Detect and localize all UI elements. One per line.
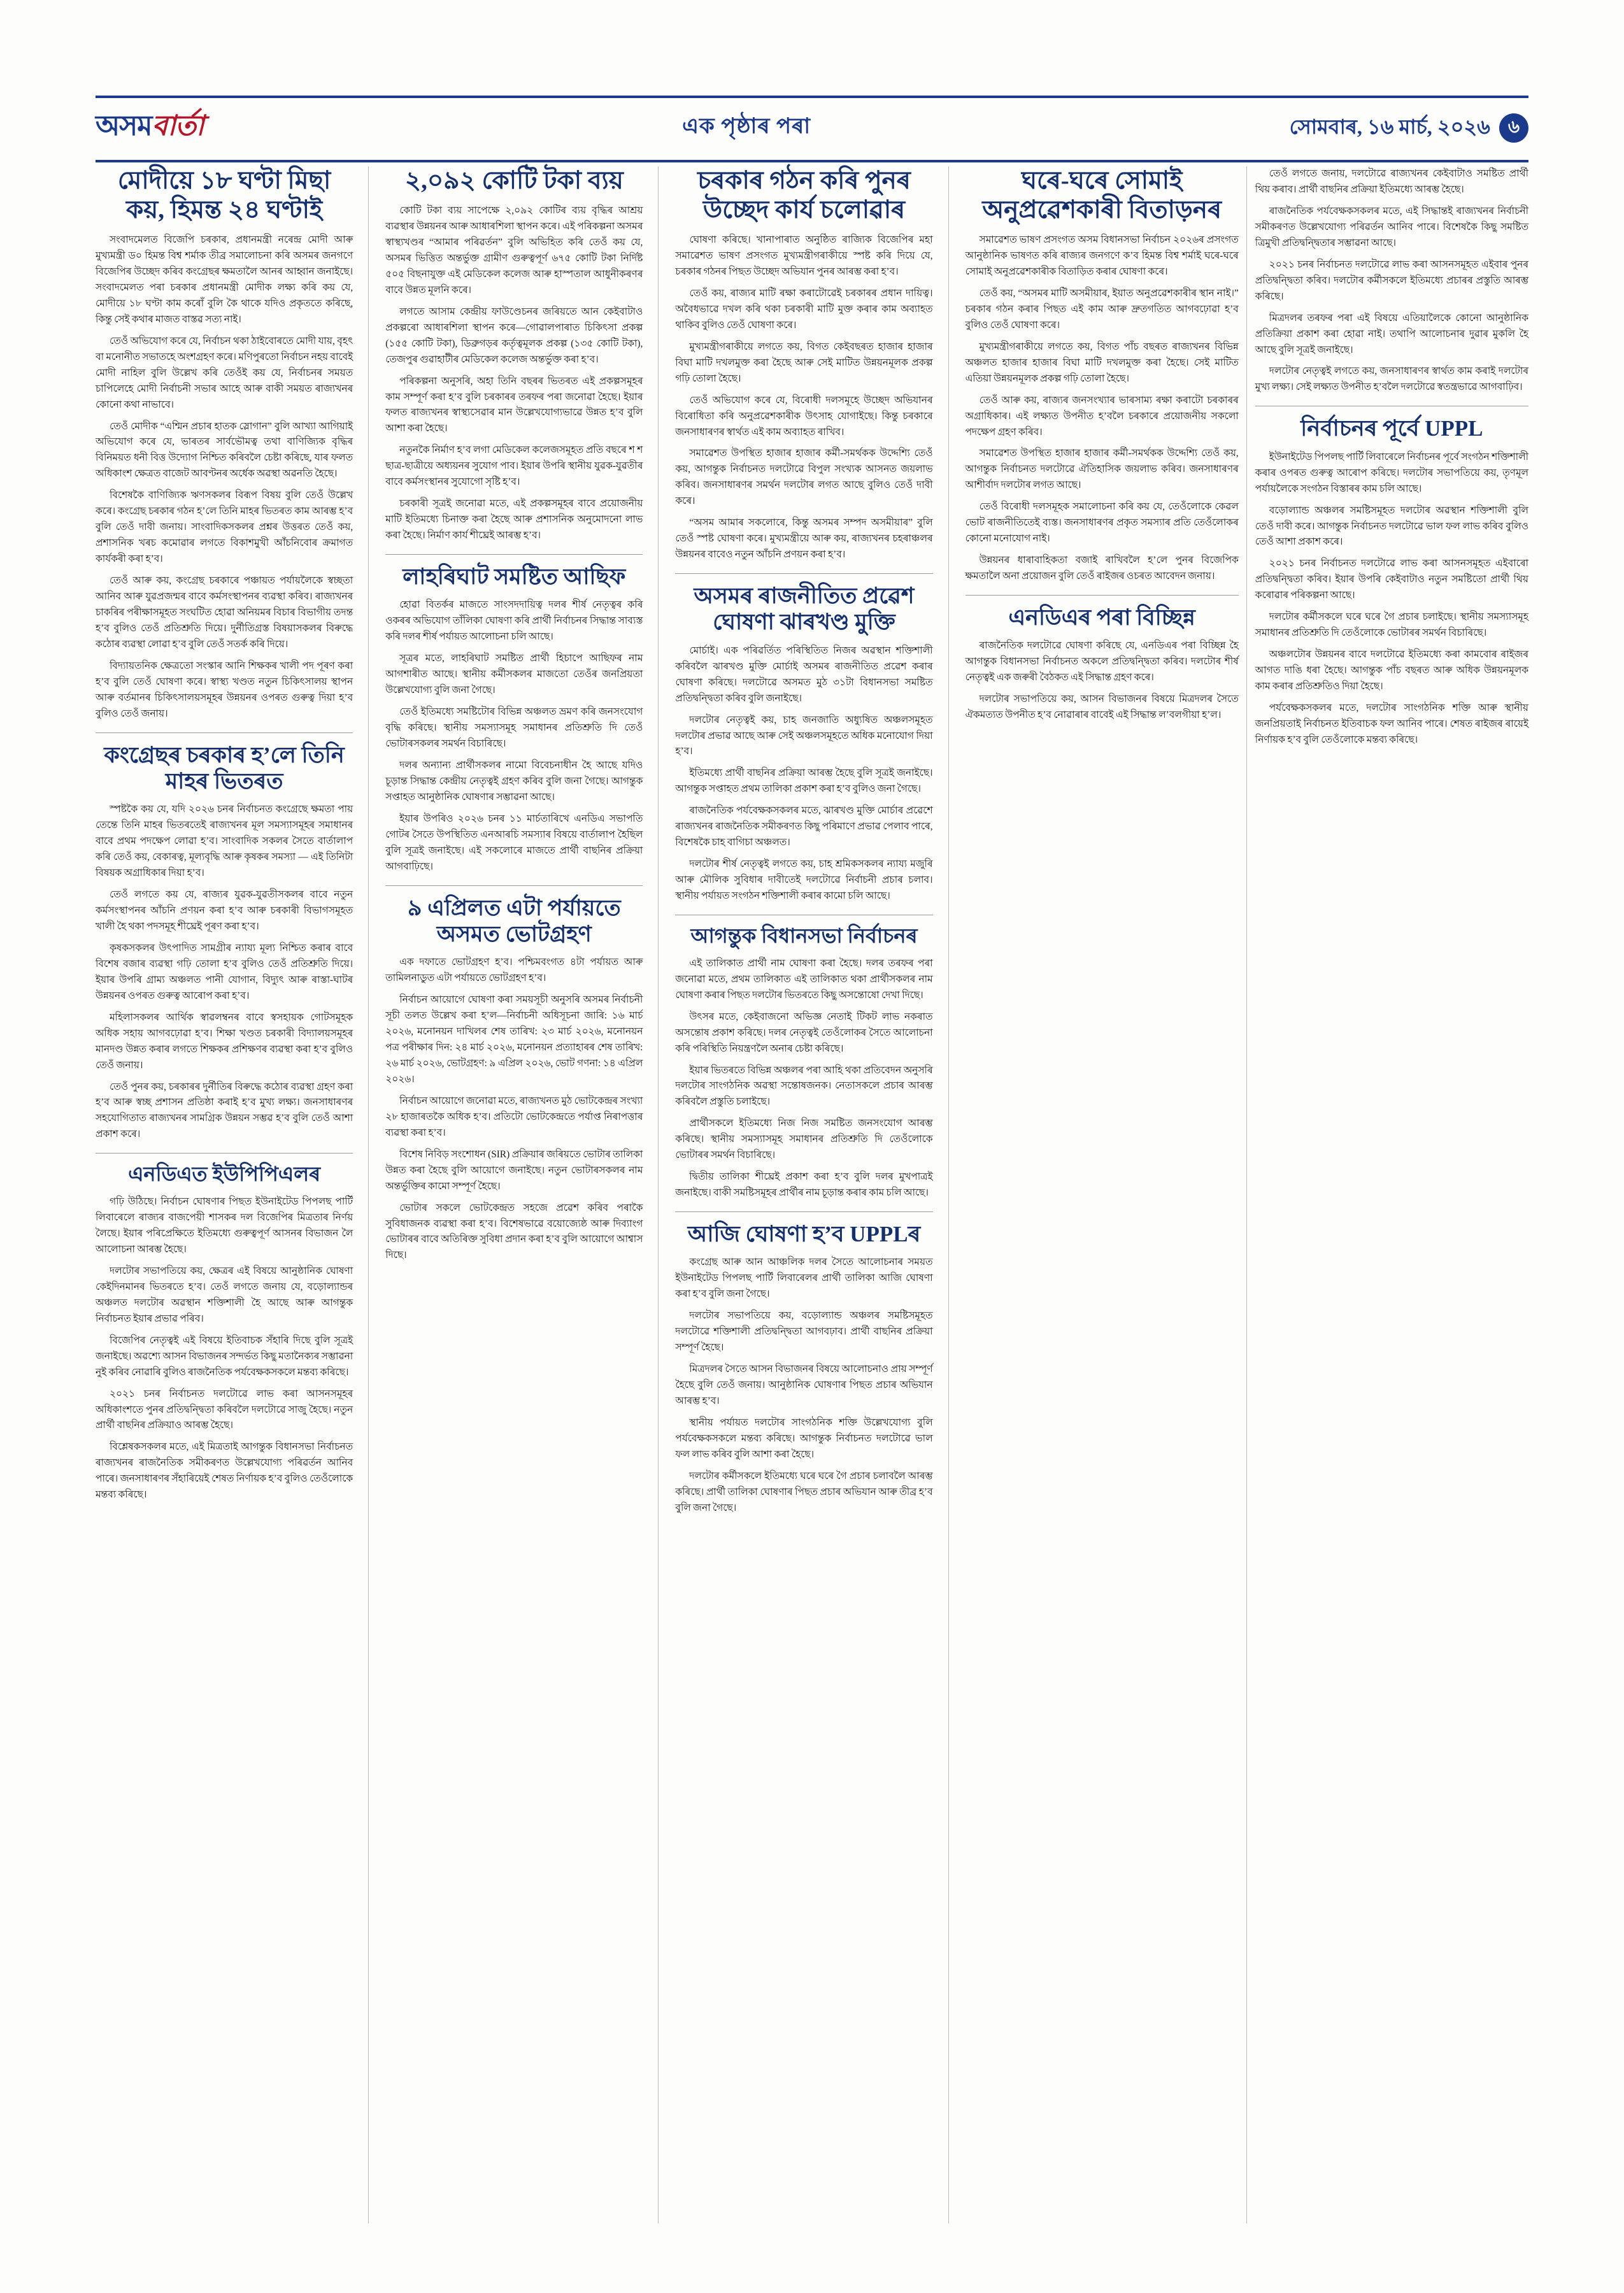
paragraph: মোৰ্চাই। এক পৰিৱৰ্তিত পৰিস্থিতিত নিজৰ অৱস্থান শক্তিশালী কৰিবলৈ ঝাৰখণ্ড মুক্তি মোৰ্চাই অসমৰ ৰাজনীতিত প্ৰৱেশ কৰাৰ ঘোষণা কৰিছে। দলটোৱে অসমত মুঠ ৩১টা বিধানসভা সমষ্টিত প্ৰতিদ্বন্দ্বিতা কৰিব বুলি জনাইছে। — [675, 645, 933, 704]
divider — [96, 732, 353, 733]
column-1 — [96, 166, 369, 2224]
paragraph: সূত্ৰৰ মতে, লাহৰিঘাট সমষ্টিত প্ৰাৰ্থী হিচাপে আছিফৰ নাম আগশাৰীত আছে। স্থানীয় কৰ্মীসকলৰ মাজতো তেওঁৰ জনপ্ৰিয়তা উল্লেখযোগ্য বুলি জনা গৈছে। — [385, 653, 643, 696]
article-headline: কংগ্ৰেছৰ চৰকাৰ হ’লে তিনি মাহৰ ভিতৰত — [104, 742, 345, 794]
paragraph: উৎসৰ মতে, কেইবাজনো অভিজ্ঞ নেতাই টিকট লাভ নকৰাত অসন্তোষ প্ৰকাশ কৰিছে। দলৰ নেতৃত্বই তেওঁলোকৰ সৈতে আলোচনা কৰি পৰিস্থিতি নিয়ন্ত্ৰণলৈ অনাৰ চেষ্টা কৰিছে। — [675, 1011, 933, 1054]
paragraph: দলটোৰ নেতৃত্বই কয়, চাহ জনজাতি অধ্যুষিত অঞ্চলসমূহত দলটোৰ প্ৰভাৱ আছে আৰু সেই অঞ্চলসমূহতে অধিক মনোযোগ দিয়া হ’ব। — [675, 714, 933, 757]
article — [96, 166, 353, 722]
paragraph: প্ৰাৰ্থীসকলে ইতিমধ্যে নিজ নিজ সমষ্টিত জনসংযোগ আৰম্ভ কৰিছে। স্থানীয় সমস্যাসমূহ সমাধানৰ প্ৰতিশ্ৰুতি দি তেওঁলোকে ভোটাৰৰ সমৰ্থন বিচাৰিছে। — [675, 1118, 933, 1161]
paragraph: তেওঁ মোদীক “এশ্মিন প্ৰচাৰ হাতক স্লোগান” বুলি আখ্যা আগিয়াই অভিযোগ কৰে যে, ভাৰতৰ সাৰ্বভৌমত্ব তথা বাণিজ্যিক বৃদ্ধিৰ বিনিময়ত ধনী বিত্ত উদ্যোগ নিশ্চিত কৰিবলৈ চেষ্টা কৰিছে, যাৰ ফলত অধিকাংশ ক্ষেত্ৰত বাজেট আবণ্টনৰ অৰ্ধেক অৱস্থা অৱনতি হৈছে। — [96, 420, 353, 480]
article-headline: চৰকাৰ গঠন কৰি পুনৰ উচ্ছেদ কাৰ্য চলোৱাৰ — [697, 167, 911, 224]
article-body — [675, 232, 932, 563]
paragraph: ২০২১ চনৰ নিৰ্বাচনত দলটোৱে লাভ কৰা আসনসমূহৰ অধিকাংশতে পুনৰ প্ৰতিদ্বন্দ্বিতা কৰিবলৈ দলটোৱে সাজু হৈছে। নতুন প্ৰাৰ্থী বাছনিৰ প্ৰক্ৰিয়াও আৰম্ভ হৈছে। — [96, 1388, 353, 1431]
paragraph: সংবাদমেলত বিজেপি চৰকাৰ, প্ৰধানমন্ত্ৰী নৰেন্দ্ৰ মোদী আৰু মুখ্যমন্ত্ৰী ড০ হিমন্ত বিশ্ব শৰ্মাক তীব্ৰ সমালোচনা কৰি অসমৰ জনগণে বিজেপিৰ উচ্ছেদ কৰিব কংগ্ৰেছৰ ক্ষমতালৈ আনৰ আহ্বান জনাইছে। সংবাদমেলত পৰা চৰকাৰ প্ৰধানমন্ত্ৰী মোদীক লক্ষ্য কৰি কয় যে, মোদীয়ে ১৮ ঘণ্টা কাম কৰোঁ বুলি কৈ থাকে যদিও প্ৰকৃততে কৰিছে, কিন্তু সেই কথাৰ মাজত বাস্তৱ সত্য নাই। — [96, 234, 353, 325]
article-columns — [96, 166, 1528, 2224]
paragraph: তেওঁ অভিযোগ কৰে যে, নিৰ্বাচন থকা ঠাইবোৰতে মোদী যায়, বৃহৎ বা মনোনীত সভাতহে অংশগ্ৰহণ কৰে। মণিপুৰতো নিৰ্বাচন নহয় বাবেই মোদী নাহিল বুলি উল্লেখ কৰি তেওঁই কয় যে, নিৰ্বাচনৰ সময়ত চাপিলেহে মোদী নিৰ্বাচনী সভাৰ আহে আৰু বাকী সময়ত ৰাজ্যখনৰ কোনো কথা নাভাবে। — [96, 335, 353, 410]
paragraph: দলটোৰ সভাপতিয়ে কয়, ক্ষেত্ৰৰ এই বিষয়ে আনুষ্ঠানিক ঘোষণা কেইদিনমানৰ ভিতৰতে হ’ব। তেওঁ লগতে জনায় যে, বড়োল্যান্ডৰ অঞ্চলত দলটোৰ অৱস্থান শক্তিশালী হৈ আছে আৰু আগন্তুক নিৰ্বাচনত ইয়াৰ প্ৰভাৱ পৰিব। — [96, 1265, 353, 1324]
article — [675, 924, 932, 1201]
paragraph: মহিলাসকলৰ আৰ্থিক স্বাৱলম্বনৰ বাবে স্বসহায়ক গোটসমূহক অধিক সহায় আগবঢ়োৱা হ’ব। শিক্ষা খণ্ডত চৰকাৰী বিদ্যালয়সমূহৰ মানদণ্ড উন্নত কৰাৰ লগতে শিক্ষকৰ প্ৰশিক্ষণৰ ব্যৱস্থা কৰা হ’ব বুলিও তেওঁ জনায়। — [96, 1011, 353, 1071]
article-headline: নিৰ্বাচনৰ পূৰ্বে UPPL — [1300, 416, 1483, 441]
paragraph: উন্নয়নৰ ধাৰাবাহিকতা বজাই ৰাখিবলৈ হ’লে পুনৰ বিজেপিক ক্ষমতালৈ অনা প্ৰয়োজন বুলি তেওঁ ৰাইজৰ ওচৰত আবেদন জনায়। — [965, 555, 1239, 582]
paragraph: তেওঁ পুনৰ কয়, চৰকাৰৰ দুৰ্নীতিৰ বিৰুদ্ধে কঠোৰ ব্যৱস্থা গ্ৰহণ কৰা হ’ব আৰু স্বচ্ছ প্ৰশাসন প্ৰতিষ্ঠা কৰাই হ’ব মুখ্য লক্ষ্য। জনসাধাৰণৰ সহযোগিতাত ৰাজ্যখনৰ সামগ্ৰিক উন্নয়ন সম্ভৱ হ’ব বুলি তেওঁ আশা প্ৰকাশ কৰে। — [96, 1081, 353, 1140]
column-2 — [385, 166, 659, 2224]
article-headline: মোদীয়ে ১৮ ঘণ্টা মিছা কয়, হিমন্ত ২৪ ঘণ্টাই — [117, 167, 331, 224]
paragraph: এই তালিকাত প্ৰাৰ্থী নাম ঘোষণা কৰা হৈছে। দলৰ তৰফৰ পৰা জনোৱা মতে, প্ৰথম তালিকাত এই তালিকাত থকা প্ৰাৰ্থীসকলৰ নাম ঘোষণা কৰাৰ পিছত দলটোৰ ভিতৰতে কিছু অসন্তোষো দেখা দিছে। — [675, 957, 933, 1001]
paragraph: কোটি টকা ব্যয় সাপেক্ষে ২,০৯২ কোটিৰ ব্যয় বৃদ্ধিৰ আশ্ৰয় ব্যৱস্থাৰ উন্নয়নৰ আৰু আধাৰশিলা স্থাপন কৰে। এই পৰিকল্পনা অসমৰ স্বাস্থ্যখণ্ডৰ “আমাৰ পৰিৱৰ্তন” বুলি অভিহিত কৰি তেওঁ কয় যে, অসমৰ ভিত্তিত অন্তৰ্ভুক্ত গ্ৰামীণ গুৰুত্বপূৰ্ণ ৬৭৫ কোটি টকা নিৰ্দিষ্ট ৫০৫ বিছনাযুক্ত এই মেডিকেল কলেজ আৰু হাস্পতাল আধুনীকৰণৰ বাবে উন্নত মূলনি কৰে। — [385, 205, 643, 296]
paragraph: তেওঁ অভিযোগ কৰে যে, বিৰোধী দলসমূহে উচ্ছেদ অভিযানৰ বিৰোধিতা কৰি অনুপ্ৰৱেশকাৰীক উৎসাহ যোগাইছে। কিন্তু চৰকাৰে জনসাধাৰণৰ স্বাৰ্থত এই কাম অব্যাহত ৰাখিব। — [675, 394, 933, 438]
paragraph: মিত্ৰদলৰ সৈতে আসন বিভাজনৰ বিষয়ে আলোচনাও প্ৰায় সম্পূৰ্ণ হৈছে বুলি তেওঁ জনায়। আনুষ্ঠানিক ঘোষণাৰ পিছত প্ৰচাৰ অভিযান আৰম্ভ হ’ব। — [675, 1364, 933, 1407]
column-4 — [965, 166, 1528, 2224]
article-body — [96, 802, 353, 1143]
paragraph: স্থানীয় পৰ্যায়ত দলটোৰ সাংগঠনিক শক্তি উল্লেখযোগ্য বুলি পৰ্যবেক্ষকসকলে মন্তব্য কৰিছে। আগন্তুক নিৰ্বাচনত দলটোৱে ভাল ফল লাভ কৰিব বুলি আশা কৰা হৈছে। — [675, 1417, 933, 1460]
paragraph: মিত্ৰদলৰ তৰফৰ পৰা এই বিষয়ে এতিয়ালৈকে কোনো আনুষ্ঠানিক প্ৰতিক্ৰিয়া প্ৰকাশ কৰা হোৱা নাই। তথাপি আলোচনাৰ দুৱাৰ মুকলি হৈ আছে বুলি সূত্ৰই জনাইছে। — [1255, 312, 1528, 355]
article-body — [675, 643, 932, 904]
divider — [675, 1211, 932, 1212]
paragraph: “অসম আমাৰ সকলোৰে, কিন্তু অসমৰ সম্পদ অসমীয়াৰ” বুলি তেওঁ স্পষ্ট ঘোষণা কৰে। মুখ্যমন্ত্ৰীয়ে আৰু কয়, ৰাজ্যখনৰ চহৰাঞ্চলৰ উন্নয়নৰ বাবেও নতুন আঁচনি প্ৰণয়ন কৰা হ’ব। — [675, 517, 933, 561]
paragraph: স্পষ্টকৈ কয় যে, যদি ২০২৬ চনৰ নিৰ্বাচনত কংগ্ৰেছে ক্ষমতা পায় তেন্তে তিনি মাহৰ ভিতৰতেই ৰাজ্যখনৰ মূল সমস্যাসমূহৰ সমাধানৰ বাবে প্ৰথম পদক্ষেপ লোৱা হ’ব। সাংবাদিক সকলৰ সৈতে বাৰ্তালাপ কৰি তেওঁ কয়, বেকাৰত্ব, মূল্যবৃদ্ধি আৰু কৃষকৰ সমস্যা — এই তিনিটা বিষয়ক অগ্ৰাধিকাৰ দিয়া হ’ব। — [96, 804, 353, 879]
paragraph: বিজেপিৰ নেতৃত্বই এই বিষয়ে ইতিবাচক সঁহাৰি দিছে বুলি সূত্ৰই জনাইছে। অৱশ্যে আসন বিভাজনৰ সন্দৰ্ভত কিছু মতানৈক্যৰ সম্ভাৱনা নুই কৰিব নোৱাৰি বুলিও ৰাজনৈতিক পৰ্যবেক্ষকসকলে মন্তব্য কৰিছে। — [96, 1334, 353, 1378]
divider — [96, 1153, 353, 1154]
article-body — [965, 232, 1239, 585]
brand-part-2: বাৰ্তা — [152, 110, 204, 141]
paragraph: বিশেষকৈ বাণিজ্যিক ঋণসকলৰ বিৰূপ বিষয় বুলি তেওঁ উল্লেখ কৰে। কংগ্ৰেছ চৰকাৰ গঠন হ’লে তিনি মাহৰ ভিতৰত কাম আৰম্ভ হ’ব বুলি তেওঁ দাবী জনায়। সাংবাদিকসকলৰ প্ৰশ্নৰ উত্তৰত তেওঁ কয়, প্ৰশাসনিক খৰচ কমোৱাৰ লগতে বিকাশমুখী আঁচনিবোৰ ক্ৰমাগত কাৰ্যকৰী কৰা হ’ব। — [96, 490, 353, 565]
article — [385, 166, 643, 544]
article — [965, 166, 1239, 225]
article-headline: লাহৰিঘাট সমষ্টিত আছিফ — [402, 564, 626, 590]
paragraph: ৰাজনৈতিক পৰ্যবেক্ষকসকলৰ মতে, এই সিদ্ধান্তই ৰাজ্যখনৰ নিৰ্বাচনী সমীকৰণত উল্লেখযোগ্য পৰিৱৰ্তন আনিব পাৰে। বিশেষকৈ কিছু সমষ্টিত ত্ৰিমুখী প্ৰতিদ্বন্দ্বিতাৰ সম্ভাৱনা আছে। — [1255, 205, 1528, 248]
paragraph: পৰিকল্পনা অনুসৰি, অহা তিনি বছৰৰ ভিতৰত এই প্ৰকল্পসমূহৰ কাম সম্পূৰ্ণ কৰা হ’ব বুলি চৰকাৰৰ তৰফৰ পৰা জনোৱা হৈছে। ইয়াৰ ফলত ৰাজ্যখনৰ স্বাস্থ্যসেৱাৰ মান উল্লেখযোগ্যভাৱে উন্নত হ’ব বুলি আশা কৰা হৈছে। — [385, 375, 643, 434]
paragraph: ইউনাইটেড পিপলছ পাৰ্টি লিবাৰেলে নিৰ্বাচনৰ পূৰ্বে সংগঠন শক্তিশালী কৰাৰ ওপৰত গুৰুত্ব আৰোপ কৰিছে। দলটোৰ সভাপতিয়ে কয়, তৃণমূল পৰ্যায়লৈকে সংগঠন বিস্তাৰৰ কাম চলি আছে। — [1255, 451, 1528, 494]
date-and-page — [1290, 111, 1528, 145]
paragraph: সমাৱেশত উপস্থিত হাজাৰ হাজাৰ কৰ্মী-সমৰ্থকক উদ্দেশ্যি তেওঁ কয়, আগন্তুক নিৰ্বাচনত দলটোৱে ঐতিহাসিক জয়লাভ কৰিব। জনসাধাৰণৰ আশীৰ্বাদ দলটোৰ লগত আছে। — [965, 448, 1239, 491]
paragraph: দলৰ অন্যান্য প্ৰাৰ্থীসকলৰ নামো বিবেচনাধীন হৈ আছে যদিও চূড়ান্ত সিদ্ধান্ত কেন্দ্ৰীয় নেতৃত্বই গ্ৰহণ কৰিব বুলি জনা গৈছে। আগন্তুক সপ্তাহত আনুষ্ঠানিক ঘোষণাৰ সম্ভাৱনা আছে। — [385, 759, 643, 803]
paragraph: তেওঁ কয়, “অসমৰ মাটি অসমীয়াৰ, ইয়াত অনুপ্ৰৱেশকাৰীৰ স্থান নাই।” চৰকাৰ গঠন কৰাৰ পিছত এই কাম আৰু দ্ৰুতগতিত আগবঢ়োৱা হ’ব বুলিও তেওঁ ঘোষণা কৰে। — [965, 287, 1239, 331]
paragraph: বিদ্যায়তনিক ক্ষেত্ৰতো সংস্কাৰ আনি শিক্ষকৰ খালী পদ পূৰণ কৰা হ’ব বুলি তেওঁ ঘোষণা কৰে। স্বাস্থ্য খণ্ডত নতুন চিকিৎসালয় স্থাপন আৰু বৰ্তমানৰ চিকিৎসালয়সমূহৰ উন্নয়নৰ ওপৰত গুৰুত্ব দিয়া হ’ব বুলিও তেওঁ জনায়। — [96, 660, 353, 719]
article — [385, 564, 643, 875]
article — [96, 742, 353, 1143]
article — [675, 166, 932, 563]
paragraph: গঢ়ি উঠিছে। নিৰ্বাচন ঘোষণাৰ পিছত ইউনাইটেড পিপলছ পাৰ্টি লিবাৰেলে ৰাজ্যৰ বাজপেয়ী শাসকৰ দল বিজেপিৰ মিত্ৰতাৰ নিৰ্ণয় লৈছে। ইয়াৰ পৰিপ্ৰেক্ষিতে ইতিমধ্যে গুৰুত্বপূৰ্ণ আসনৰ বিভাজন লৈ আলোচনা আৰম্ভ হৈছে। — [96, 1196, 353, 1255]
paragraph: ইয়াৰ উপৰিও ২০২৬ চনৰ ১১ মাৰ্চতাৰিখে এনডিএ সভাপতি গোটৰ সৈতে উপস্থিতিত এনআৰচি সমস্যাৰ বিষয়ে বাৰ্তালাপ হৈছিল বুলি সূত্ৰই জনাইছে। এই সকলোৰে মাজতে প্ৰাৰ্থী বাছনিৰ প্ৰক্ৰিয়া আগবাঢ়িছে। — [385, 813, 643, 872]
paragraph: নিৰ্বাচন আয়োগে ঘোষণা কৰা সময়সূচী অনুসৰি অসমৰ নিৰ্বাচনী সূচী তলত উল্লেখ কৰা হ’ল—নিৰ্বাচনী অধিসূচনা জাৰি: ১৬ মাৰ্চ ২০২৬, মনোনয়ন দাখিলৰ শেষ তাৰিখ: ২৩ মাৰ্চ ২০২৬, মনোনয়ন পত্ৰ পৰীক্ষাৰ দিন: ২৪ মাৰ্চ ২০২৬, মনোনয়ন প্ৰত্যাহাৰৰ শেষ তাৰিখ: ২৬ মাৰ্চ ২০২৬, ভোটগ্ৰহণ: ৯ এপ্ৰিল ২০২৬, ভোট গণনা: ১৪ এপ্ৰিল ২০২৬। — [385, 994, 643, 1085]
article-headline: ২,০৯২ কোটি টকা ব্যয় — [404, 167, 623, 194]
paragraph: ইয়াৰ ভিতৰতে বিভিন্ন অঞ্চলৰ পৰা আহি থকা প্ৰতিবেদন অনুসৰি দলটোৰ সাংগঠনিক অৱস্থা সন্তোষজনক। নেতাসকলে প্ৰচাৰ আৰম্ভ কৰিবলৈ প্ৰস্তুতি চলাইছে। — [675, 1064, 933, 1108]
paragraph: লগতে আসাম কেন্দ্ৰীয় ফাউণ্ডেচনৰ জৰিয়তে আন কেইবাটাও প্ৰকল্পৰো আধাৰশিলা স্থাপন কৰে—গোৱালপাৰাত চিকিৎসা প্ৰকল্প (১৫৫ কোটি টকা), ডিব্ৰুগড়ৰ কৰ্তৃত্বমূলক প্ৰকল্প (১৩৫ কোটি টকা), তেজপুৰ গুৱাহাটীৰ মেডিকেল কলেজ অন্তৰ্ভুক্ত কৰা হ’ব। — [385, 306, 643, 365]
article — [96, 1162, 353, 1503]
article-body — [385, 203, 643, 544]
paragraph: মুখ্যমন্ত্ৰীগৰাকীয়ে লগতে কয়, বিগত কেইবছৰত হাজাৰ হাজাৰ বিঘা মাটি দখলমুক্ত কৰা হৈছে আৰু সেই মাটিত উন্নয়নমূলক প্ৰকল্প গঢ়ি তোলা হৈছে। — [675, 341, 933, 384]
paragraph: চৰকাৰী সূত্ৰই জনোৱা মতে, এই প্ৰকল্পসমূহৰ বাবে প্ৰয়োজনীয় মাটি ইতিমধ্যে চিনাক্ত কৰা হৈছে আৰু প্ৰশাসনিক অনুমোদনো লাভ কৰা হৈছে। নিৰ্মাণ কাৰ্য শীঘ্ৰেই আৰম্ভ হ’ব। — [385, 498, 643, 541]
paragraph: দলটোৰ কৰ্মীসকলে ঘৰে ঘৰে গৈ প্ৰচাৰ চলাইছে। স্থানীয় সমস্যাসমূহ সমাধানৰ প্ৰতিশ্ৰুতি দি তেওঁলোকে ভোটাৰৰ সমৰ্থন বিচাৰিছে। — [1255, 611, 1528, 639]
paragraph: তেওঁ ইতিমধ্যে সমষ্টিটোৰ বিভিন্ন অঞ্চলত ভ্ৰমণ কৰি জনসংযোগ বৃদ্ধি কৰিছে। স্থানীয় সমস্যাসমূহ সমাধানৰ প্ৰতিশ্ৰুতি দি তেওঁ ভোটাৰসকলৰ সমৰ্থন বিচাৰিছে। — [385, 706, 643, 749]
paragraph: ভোটাৰ সকলে ভোটকেন্দ্ৰত সহজে প্ৰৱেশ কৰিব পৰাকৈ সুবিধাজনক ব্যৱস্থা কৰা হ’ব। বিশেষভাৱে বয়োজ্যেষ্ঠ আৰু দিব্যাংগ ভোটাৰৰ বাবে অতিৰিক্ত সুবিধা প্ৰদান কৰা হ’ব বুলি আয়োগে আশ্বাস দিছে। — [385, 1202, 643, 1261]
paragraph: কৃষকসকলৰ উৎপাদিত সামগ্ৰীৰ ন্যায্য মূল্য নিশ্চিত কৰাৰ বাবে বিশেষ বজাৰ ব্যৱস্থা গঢ়ি তোলা হ’ব বুলিও তেওঁ প্ৰতিশ্ৰুতি দিয়ে। ইয়াৰ উপৰি গ্ৰাম্য অঞ্চলত পানী যোগান, বিদ্যুৎ আৰু ৰাস্তা-ঘাটৰ উন্নয়নৰ ওপৰত গুৰুত্ব আৰোপ কৰা হ’ব। — [96, 942, 353, 1001]
paragraph: ২০২১ চনৰ নিৰ্বাচনত দলটোৱে লাভ কৰা আসনসমূহত এইবাৰ পুনৰ প্ৰতিদ্বন্দ্বিতা কৰিব। দলটোৰ কৰ্মীসকলে ইতিমধ্যে প্ৰচাৰৰ প্ৰস্তুতি আৰম্ভ কৰিছে। — [1255, 259, 1528, 302]
article-body — [675, 956, 932, 1201]
section-title: এক পৃষ্ঠাৰ পৰা — [682, 115, 811, 138]
article-headline: ৯ এপ্ৰিলত এটা পৰ্যায়তে অসমত ভোটগ্ৰহণ — [407, 895, 621, 946]
paragraph: দলটোৰ সভাপতিয়ে কয়, আসন বিভাজনৰ বিষয়ে মিত্ৰদলৰ সৈতে ঐকমত্যত উপনীত হ’ব নোৱাৰাৰ বাবেই এই সিদ্ধান্ত ল’বলগীয়া হ’ল। — [965, 694, 1239, 721]
article-body — [385, 597, 643, 875]
article — [385, 895, 643, 1264]
paragraph: ঘোষণা কৰিছে। খানাপাৰাত অনুষ্ঠিত ৰাজ্যিক বিজেপিৰ মহা সমাৱেশত ভাষণ প্ৰসংগত মুখ্যমন্ত্ৰীগৰাকীয়ে স্পষ্ট কৰি দিয়ে যে, চৰকাৰ গঠনৰ পিছত উচ্ছেদ অভিযান পুনৰ আৰম্ভ কৰা হ’ব। — [675, 234, 933, 277]
paragraph: বিশেষ নিবিড় সংশোধন (SIR) প্ৰক্ৰিয়াৰ জৰিয়তে ভোটাৰ তালিকা উন্নত কৰা হৈছে বুলি আয়োগে জনাইছে। নতুন ভোটাৰসকলৰ নাম অন্তৰ্ভুক্তিৰ কামো সম্পূৰ্ণ হৈছে। — [385, 1148, 643, 1192]
article-headline: অসমৰ ৰাজনীতিত প্ৰৱেশ ঘোষণা ঝাৰখণ্ড মুক্তি — [694, 583, 915, 635]
paragraph: দলটোৰ নেতৃত্বই লগতে কয়, জনসাধাৰণৰ স্বাৰ্থত কাম কৰাই দলটোৰ মুখ্য লক্ষ্য। সেই লক্ষ্যত উপনীত হ’বলৈ দলটোৱে স্বতন্ত্ৰভাৱে আগবাঢ়িব। — [1255, 366, 1528, 393]
article-headline: ঘৰে-ঘৰে সোমাই অনুপ্ৰৱেশকাৰী বিতাড়নৰ — [982, 167, 1222, 224]
divider — [675, 573, 932, 574]
paragraph: তেওঁ বিৰোধী দলসমূহক সমালোচনা কৰি কয় যে, তেওঁলোকে কেৱল ভোট ৰাজনীতিতেই ব্যস্ত। জনসাধাৰণৰ প্ৰকৃত সমস্যাৰ প্ৰতি তেওঁলোকৰ কোনো মনোযোগ নাই। — [965, 501, 1239, 545]
page-number-badge: ৬ — [1499, 113, 1528, 143]
article-headline: আগন্তুক বিধানসভা নিৰ্বাচনৰ — [690, 924, 918, 948]
paragraph: নিৰ্বাচন আয়োগে জনোৱা মতে, ৰাজ্যখনত মুঠ ভোটকেন্দ্ৰৰ সংখ্যা ২৮ হাজাৰতকৈ অধিক হ’ব। প্ৰতিটো ভোটকেন্দ্ৰতে পৰ্যাপ্ত নিৰাপত্তাৰ ব্যৱস্থা কৰা হ’ব। — [385, 1095, 643, 1138]
divider — [965, 595, 1239, 596]
paragraph: হোৱা বিতৰ্কৰ মাজতে সাংসদদায়িত্ব দলৰ শীৰ্ষ নেতৃত্বৰ কৰি ওকৰৰ অভিযোগ তাঁলিকা ঘোষণা কৰি প্ৰাৰ্থী নিৰ্বাচনৰ সিদ্ধান্ত সাব্যস্ত কৰি দলৰ শীৰ্ষ পৰ্যায়ত আলোচনা চলি আছে। — [385, 599, 643, 643]
newspaper-logo — [96, 104, 204, 151]
paragraph: তেওঁ কয়, ৰাজ্যৰ মাটি ৰক্ষা কৰাটোৱেই চৰকাৰৰ প্ৰধান দায়িত্ব। অবৈধভাৱে দখল কৰি থকা চৰকাৰী মাটি মুক্ত কৰাৰ কাম অব্যাহত থাকিব বুলিও তেওঁ ঘোষণা কৰে। — [675, 287, 933, 331]
divider — [385, 554, 643, 555]
article-body — [96, 1194, 353, 1503]
paragraph: তেওঁ লগতে জনায়, দলটোৱে ৰাজ্যখনৰ কেইবাটাও সমষ্টিত প্ৰাৰ্থী থিয় কৰাব। প্ৰাৰ্থী বাছনিৰ প্ৰক্ৰিয়া ইতিমধ্যে আৰম্ভ হৈছে। — [1255, 168, 1528, 195]
masthead — [96, 96, 1528, 162]
paragraph: মুখ্যমন্ত্ৰীগৰাকীয়ে লগতে কয়, বিগত পাঁচ বছৰত ৰাজ্যখনৰ বিভিন্ন অঞ্চলত হাজাৰ হাজাৰ বিঘা মাটি দখলমুক্ত কৰা হৈছে। সেই মাটিত এতিয়া উন্নয়নমূলক প্ৰকল্প গঢ়ি তোলা হৈছে। — [965, 341, 1239, 384]
article-body — [1255, 450, 1528, 748]
article-body — [675, 1255, 932, 1516]
paragraph: পৰ্যবেক্ষকসকলৰ মতে, দলটোৰ সাংগঠনিক শক্তি আৰু স্থানীয় জনপ্ৰিয়তাই নিৰ্বাচনত ইতিবাচক ফল আনিব পাৰে। শেষত ৰাইজৰ ৰায়েই নিৰ্ণায়ক হ’ব বুলি তেওঁলোকে মন্তব্য কৰিছে। — [1255, 703, 1528, 745]
paragraph: সমাৱেশত উপস্থিত হাজাৰ হাজাৰ কৰ্মী-সমৰ্থকক উদ্দেশ্যি তেওঁ কয়, আগন্তুক নিৰ্বাচনত দলটোৱে বিপুল সংখ্যক আসনত জয়লাভ কৰিব। জনসাধাৰণৰ সমৰ্থন দলটোৰ লগত আছে বুলিও তেওঁ দাবী কৰে। — [675, 448, 933, 507]
publication-date: সোমবাৰ, ১৬ মাৰ্চ, ২০২৬ — [1289, 115, 1490, 138]
paragraph: এক দফাতে ভোটগ্ৰহণ হ’ব। পশ্চিমবংগত ৪টা পৰ্যায়ত আৰু তামিলনাডুত এটা পৰ্যায়তে ভোটগ্ৰহণ হ’ব। — [385, 957, 643, 984]
paragraph: দলটোৰ কৰ্মীসকলে ইতিমধ্যে ঘৰে ঘৰে গৈ প্ৰচাৰ চলাবলৈ আৰম্ভ কৰিছে। প্ৰাৰ্থী তালিকা ঘোষণাৰ পিছত প্ৰচাৰ অভিযান আৰু তীব্ৰ হ’ব বুলি জনা গৈছে। — [675, 1470, 933, 1513]
paragraph: দ্বিতীয় তালিকা শীঘ্ৰেই প্ৰকাশ কৰা হ’ব বুলি দলৰ মুখপাত্ৰই জনাইছে। বাকী সমষ্টিসমূহৰ প্ৰাৰ্থীৰ নাম চূড়ান্ত কৰাৰ কাম চলি আছে। — [675, 1171, 933, 1199]
paragraph: নতুনকৈ নিৰ্মাণ হ’ব লগা মেডিকেল কলেজসমূহত প্ৰতি বছৰে শ শ ছাত্ৰ-ছাত্ৰীয়ে অধ্যয়নৰ সুযোগ পাব। ইয়াৰ উপৰি স্থানীয় যুৱক-যুৱতীৰ বাবে কৰ্মসংস্থানৰ সুযোগো সৃষ্টি হ’ব। — [385, 445, 643, 488]
paragraph: ৰাজনৈতিক পৰ্যবেক্ষকসকলৰ মতে, ঝাৰখণ্ড মুক্তি মোৰ্চাৰ প্ৰৱেশে ৰাজ্যখনৰ ৰাজনৈতিক সমীকৰণত কিছু পৰিমাণে প্ৰভাৱ পেলাব পাৰে, বিশেষকৈ চাহ বাগিচা অঞ্চলত। — [675, 805, 933, 848]
paragraph: তেওঁ লগতে কয় যে, ৰাজ্যৰ যুৱক-যুৱতীসকলৰ বাবে নতুন কৰ্মসংস্থাপনৰ আঁচনি প্ৰণয়ন কৰা হ’ব আৰু চৰকাৰী বিভাগসমূহত খালী হৈ থকা পদসমূহ শীঘ্ৰেই পূৰণ কৰা হ’ব। — [96, 889, 353, 932]
paragraph: ৰাজনৈতিক দলটোৱে ঘোষণা কৰিছে যে, এনডিএৰ পৰা বিচ্ছিন্ন হৈ আগন্তুক বিধানসভা নিৰ্বাচনত অকলে প্ৰতিদ্বন্দ্বিতা কৰিব। দলটোৰ শীৰ্ষ নেতৃত্বই এক জৰুৰী বৈঠকত এই সিদ্ধান্ত গ্ৰহণ কৰে। — [965, 640, 1239, 683]
paragraph: সমাৱেশত ভাষণ প্ৰসংগত অসম বিধানসভা নিৰ্বাচন ২০২৬ৰ প্ৰসংগত আনুষ্ঠানিক ভাষণত কৰি ৰাজ্যৰ জনগণে ক’ব হিমন্ত বিশ্ব শৰ্মাই ঘৰে-ঘৰে সোমাই অনুপ্ৰৱেশকাৰীক বিতাড়িত কৰাৰ ঘোষণা কৰে। — [965, 234, 1239, 277]
divider — [385, 885, 643, 886]
article-headline: আজি ঘোষণা হ’ব UPPLৰ — [687, 1222, 921, 1247]
paragraph: অঞ্চলটোৰ উন্নয়নৰ বাবে দলটোৱে ইতিমধ্যে কৰা কামবোৰ ৰাইজৰ আগত দাঙি ধৰা হৈছে। আগন্তুক পাঁচ বছৰত আৰু অধিক উন্নয়নমূলক কাম কৰাৰ প্ৰতিশ্ৰুতিও দিয়া হৈছে। — [1255, 649, 1528, 692]
paragraph: কংগ্ৰেছ আৰু আন আঞ্চলিক দলৰ সৈতে আলোচনাৰ সময়ত ইউনাইটেড পিপলছ পাৰ্টি লিবাৰেলৰ প্ৰাৰ্থী তালিকা আজি ঘোষণা কৰা হ’ব বুলি জনা গৈছে। — [675, 1257, 933, 1300]
article-body — [96, 232, 353, 722]
article-headline: এনডিএত ইউপিপিএলৰ — [128, 1162, 321, 1186]
article — [675, 1221, 932, 1517]
paragraph: দলটোৰ সভাপতিয়ে কয়, বড়োল্যান্ড অঞ্চলৰ সমষ্টিসমূহত দলটোৱে শক্তিশালী প্ৰতিদ্বন্দ্বিতা আগবঢ়াব। প্ৰাৰ্থী বাছনিৰ প্ৰক্ৰিয়া সম্পূৰ্ণ হৈছে। — [675, 1310, 933, 1354]
paragraph: বড়োল্যান্ড অঞ্চলৰ সমষ্টিসমূহত দলটোৰ অৱস্থান শক্তিশালী বুলি তেওঁ দাবী কৰে। আগন্তুক নিৰ্বাচনত দলটোৱে ভাল ফল লাভ কৰিব বুলিও তেওঁ আশা প্ৰকাশ কৰে। — [1255, 504, 1528, 548]
brand-part-1: অসম — [96, 110, 152, 141]
article — [675, 583, 932, 904]
article-headline: এনডিএৰ পৰা বিচ্ছিন্ন — [1008, 605, 1195, 631]
paragraph: ২০২১ চনৰ নিৰ্বাচনত দলটোৱে লাভ কৰা আসনসমূহত এইবাৰো প্ৰতিদ্বন্দ্বিতা কৰিব। ইয়াৰ উপৰি কেইবাটাও নতুন সমষ্টিতো প্ৰাৰ্থী থিয় কৰোৱাৰ পৰিকল্পনা আছে। — [1255, 558, 1528, 601]
paragraph: বিশ্লেষকসকলৰ মতে, এই মিত্ৰতাই আগন্তুক বিধানসভা নিৰ্বাচনত ৰাজ্যখনৰ ৰাজনৈতিক সমীকৰণত উল্লেখযোগ্য পৰিৱৰ্তন আনিব পাৰে। জনসাধাৰণৰ সঁহাৰিয়েই শেষত নিৰ্ণায়ক হ’ব বুলিও তেওঁলোকে মন্তব্য কৰিছে। — [96, 1441, 353, 1501]
paragraph: তেওঁ আৰু কয়, ৰাজ্যৰ জনসংখ্যাৰ ভাৰসাম্য ৰক্ষা কৰাটো চৰকাৰৰ অগ্ৰাধিকাৰ। এই লক্ষ্যত উপনীত হ’বলৈ চৰকাৰে প্ৰয়োজনীয় সকলো পদক্ষেপ গ্ৰহণ কৰিব। — [965, 394, 1239, 438]
paragraph: তেওঁ আৰু কয়, কংগ্ৰেছ চৰকাৰে পঞ্চায়ত পৰ্যায়লৈকে স্বচ্ছতা আনিব আৰু যুৱপ্ৰজন্মৰ বাবে কৰ্মসংস্থাপনৰ ব্যৱস্থা কৰিব। ৰাজ্যখনৰ চাকৰিৰ পৰীক্ষাসমূহত সংঘটিত হোৱা অনিয়মৰ বিচাৰ বিভাগীয় তদন্ত হ’ব বুলিও তেওঁ প্ৰতিশ্ৰুতি দিয়ে। দুৰ্নীতিগ্ৰস্ত বিষয়াসকলৰ বিৰুদ্ধে কঠোৰ ব্যৱস্থা লোৱা হ’ব বুলি তেওঁ সতৰ্ক কৰি দিয়ে। — [96, 575, 353, 650]
paragraph: দলটোৰ শীৰ্ষ নেতৃত্বই লগতে কয়, চাহ শ্ৰমিকসকলৰ ন্যায্য মজুৰি আৰু মৌলিক সুবিধাৰ দাবীতেই দলটোৱে নিৰ্বাচনী প্ৰচাৰ চলাব। স্থানীয় পৰ্যায়ত সংগঠন শক্তিশালী কৰাৰ কামো চলি আছে। — [675, 859, 933, 902]
paragraph: ইতিমধ্যে প্ৰাৰ্থী বাছনিৰ প্ৰক্ৰিয়া আৰম্ভ হৈছে বুলি সূত্ৰই জনাইছে। আগন্তুক সপ্তাহত প্ৰথম তালিকা প্ৰকাশ কৰা হ’ব বুলিও জনা গৈছে। — [675, 768, 933, 795]
column-3 — [675, 166, 948, 2224]
article-body — [385, 955, 643, 1264]
